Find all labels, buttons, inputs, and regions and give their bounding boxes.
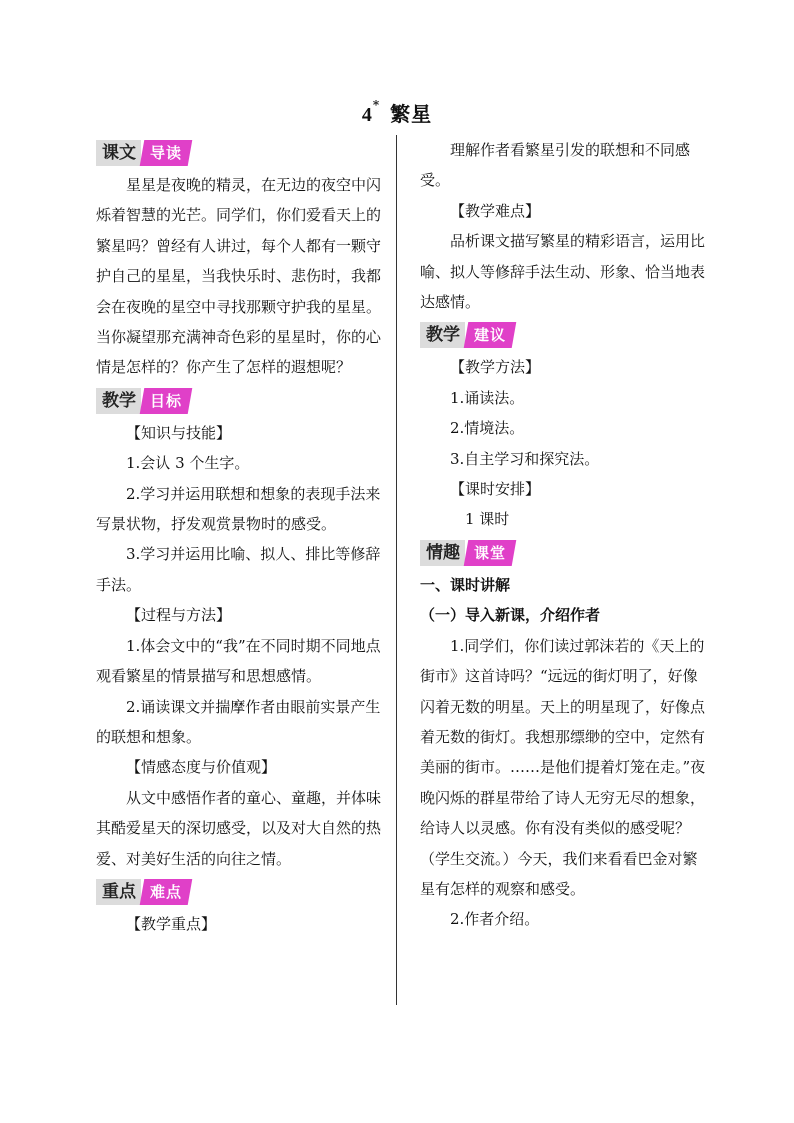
method-item: 1.诵读法。 (450, 388, 525, 407)
right-column (420, 135, 710, 935)
badge-label: 教学 (420, 322, 465, 348)
badge-label: 重点 (96, 879, 141, 905)
method-item: 2.情境法。 (450, 419, 525, 438)
lesson-title-text: 繁星 (390, 102, 433, 126)
schedule-text: 1 课时 (465, 510, 510, 529)
goal-item: 2.学习并运用联想和想象的表现手法来写景状物，抒发观赏景物时的感受。 (96, 484, 381, 534)
subheading-key-point: 【教学重点】 (126, 914, 217, 933)
badge-label: 情趣 (420, 540, 465, 566)
badge-tag: 目标 (140, 388, 193, 414)
subheading-process: 【过程与方法】 (126, 606, 232, 625)
section-badge-key-points (96, 877, 386, 907)
subheading-schedule: 【课时安排】 (450, 480, 541, 499)
section-heading: 一、课时讲解 (420, 575, 511, 594)
subheading-knowledge: 【知识与技能】 (126, 423, 232, 442)
subheading-method: 【教学方法】 (450, 358, 541, 377)
lesson-paragraph: 1.同学们，你们读过郭沫若的《天上的街市》这首诗吗？“远远的街灯明了，好像闪着无数的明星。天上的明星现了，好像点着无数的街灯。我想那缥缈的空中，定然有美丽的街市。……是他们提着灯笼在走。”夜晚闪烁的群星带给了诗人无穷无尽的想象，给诗人以灵感。你有没有类似的感受呢？（学生交流。）今天，我们来看看巴金对繁星有怎样的观察和感受。 (420, 636, 706, 898)
column-divider (396, 135, 397, 1005)
lesson-paragraph: 2.作者介绍。 (450, 910, 540, 929)
section-badge-teaching-goals (96, 386, 386, 416)
badge-label: 课文 (96, 140, 141, 166)
section-badge-teaching-suggestions (420, 320, 710, 350)
intro-paragraph: 星星是夜晚的精灵，在无边的夜空中闪烁着智慧的光芒。同学们，你们爱看天上的繁星吗？曾经有人讲过，每个人都有一颗守护自己的星星，当我快乐时、悲伤时，我都会在夜晚的星空中寻找那颗守护我的星星。当你凝望那充满神奇色彩的星星时，你的心情是怎样的？你产生了怎样的遐想呢？ (96, 176, 382, 377)
section-badge-fun-class (420, 538, 710, 568)
key-point-text: 理解作者看繁星引发的联想和不同感受。 (420, 141, 691, 190)
section-badge-text-guide (96, 138, 386, 168)
lesson-number: 4 (361, 104, 373, 126)
left-column (96, 135, 386, 939)
method-item: 3.自主学习和探究法。 (450, 449, 600, 468)
badge-tag: 难点 (140, 879, 193, 905)
subheading-difficulty: 【教学难点】 (450, 201, 541, 220)
badge-tag: 课堂 (464, 540, 517, 566)
goal-item: 1.会认 3 个生字。 (126, 454, 250, 473)
difficulty-text: 品析课文描写繁星的精彩语言，运用比喻、拟人等修辞手法生动、形象、恰当地表达感情。 (420, 232, 706, 312)
goal-item: 3.学习并运用比喻、拟人、排比等修辞手法。 (96, 545, 381, 594)
subheading-attitude: 【情感态度与价值观】 (126, 758, 277, 777)
subsection-heading: （一）导入新课，介绍作者 (420, 606, 601, 625)
goal-item: 从文中感悟作者的童心、童趣，并体味其酷爱星天的深切感受，以及对大自然的热爱、对美好生活的向往之情。 (96, 788, 382, 868)
badge-label: 教学 (96, 388, 141, 414)
optional-lesson-star: * (372, 98, 381, 112)
badge-tag: 建议 (464, 322, 517, 348)
badge-tag: 导读 (140, 140, 193, 166)
lesson-title (0, 98, 794, 127)
goal-item: 2.诵读课文并揣摩作者由眼前实景产生的联想和想象。 (96, 697, 381, 746)
goal-item: 1.体会文中的“我”在不同时期不同地点观看繁星的情景描写和思想感情。 (96, 636, 381, 686)
